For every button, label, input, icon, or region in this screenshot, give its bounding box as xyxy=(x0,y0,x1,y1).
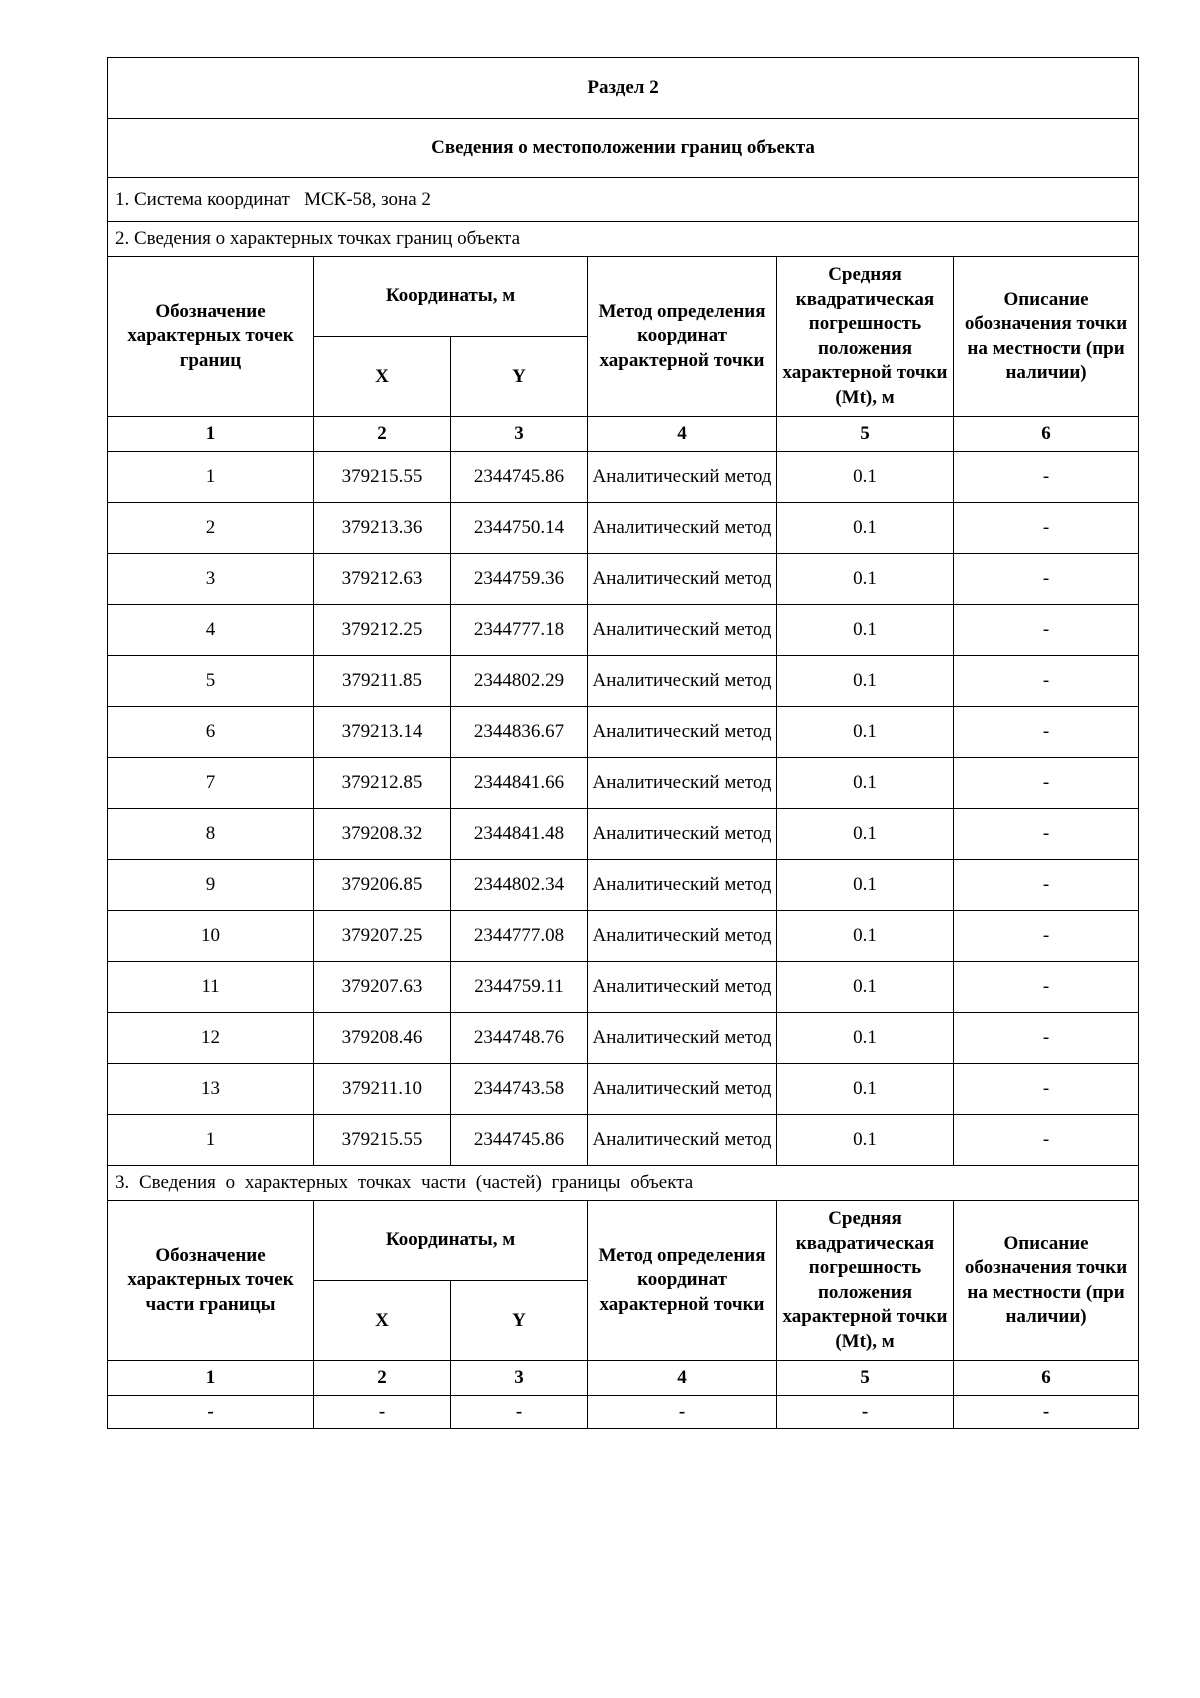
col-number: 3 xyxy=(451,1361,588,1396)
header-description: Описание обозначения точки на местности (при наличии) xyxy=(954,1201,1139,1361)
col-number: 2 xyxy=(314,417,451,452)
col-number: 5 xyxy=(777,1361,954,1396)
method-value: Аналитический метод xyxy=(588,605,777,656)
header-point: Обозначение характерных точек границ xyxy=(108,257,314,417)
method-value: Аналитический метод xyxy=(588,911,777,962)
header-method: Метод определения координат характерной точки xyxy=(588,1201,777,1361)
y-value: 2344841.66 xyxy=(451,758,588,809)
y-value: 2344841.48 xyxy=(451,809,588,860)
empty-cell: - xyxy=(777,1396,954,1429)
error-value: 0.1 xyxy=(777,911,954,962)
description-value: - xyxy=(954,503,1139,554)
method-value: Аналитический метод xyxy=(588,707,777,758)
point-label: 8 xyxy=(108,809,314,860)
y-value: 2344748.76 xyxy=(451,1013,588,1064)
section-title: Раздел 2 xyxy=(108,58,1139,119)
method-value: Аналитический метод xyxy=(588,656,777,707)
description-value: - xyxy=(954,707,1139,758)
method-value: Аналитический метод xyxy=(588,809,777,860)
point-label: 4 xyxy=(108,605,314,656)
x-value: 379212.85 xyxy=(314,758,451,809)
empty-cell: - xyxy=(314,1396,451,1429)
col-number: 4 xyxy=(588,417,777,452)
description-value: - xyxy=(954,758,1139,809)
part3-title: 3. Сведения о характерных точках части (частей) границы объекта xyxy=(108,1166,1139,1201)
description-value: - xyxy=(954,605,1139,656)
description-value: - xyxy=(954,911,1139,962)
y-value: 2344777.18 xyxy=(451,605,588,656)
error-value: 0.1 xyxy=(777,860,954,911)
error-value: 0.1 xyxy=(777,962,954,1013)
header-x: X xyxy=(314,1281,451,1361)
error-value: 0.1 xyxy=(777,1115,954,1166)
table-row xyxy=(108,554,1139,605)
point-label: 9 xyxy=(108,860,314,911)
table-row xyxy=(108,911,1139,962)
point-label: 5 xyxy=(108,656,314,707)
part3-empty-row xyxy=(108,1396,1139,1429)
col-number: 1 xyxy=(108,417,314,452)
empty-cell: - xyxy=(954,1396,1139,1429)
error-value: 0.1 xyxy=(777,554,954,605)
header-y: Y xyxy=(451,337,588,417)
header-coords: Координаты, м xyxy=(314,1201,588,1281)
error-value: 0.1 xyxy=(777,707,954,758)
y-value: 2344750.14 xyxy=(451,503,588,554)
table-row xyxy=(108,809,1139,860)
section-subtitle: Сведения о местоположении границ объекта xyxy=(108,119,1139,178)
description-value: - xyxy=(954,656,1139,707)
empty-cell: - xyxy=(588,1396,777,1429)
error-value: 0.1 xyxy=(777,758,954,809)
x-value: 379208.46 xyxy=(314,1013,451,1064)
coordinate-system-label: 1. Система координат МСК-58, зона 2 xyxy=(108,178,1139,222)
point-label: 10 xyxy=(108,911,314,962)
col-number: 4 xyxy=(588,1361,777,1396)
table-row xyxy=(108,1115,1139,1166)
method-value: Аналитический метод xyxy=(588,503,777,554)
description-value: - xyxy=(954,554,1139,605)
point-label: 2 xyxy=(108,503,314,554)
error-value: 0.1 xyxy=(777,1064,954,1115)
x-value: 379215.55 xyxy=(314,1115,451,1166)
x-value: 379211.10 xyxy=(314,1064,451,1115)
col-number: 1 xyxy=(108,1361,314,1396)
error-value: 0.1 xyxy=(777,656,954,707)
description-value: - xyxy=(954,860,1139,911)
method-value: Аналитический метод xyxy=(588,452,777,503)
description-value: - xyxy=(954,1115,1139,1166)
y-value: 2344743.58 xyxy=(451,1064,588,1115)
x-value: 379206.85 xyxy=(314,860,451,911)
x-value: 379207.25 xyxy=(314,911,451,962)
point-label: 1 xyxy=(108,1115,314,1166)
point-label: 1 xyxy=(108,452,314,503)
method-value: Аналитический метод xyxy=(588,962,777,1013)
y-value: 2344802.29 xyxy=(451,656,588,707)
y-value: 2344836.67 xyxy=(451,707,588,758)
table-row xyxy=(108,860,1139,911)
col-number: 6 xyxy=(954,417,1139,452)
header-description: Описание обозначения точки на местности (при наличии) xyxy=(954,257,1139,417)
error-value: 0.1 xyxy=(777,809,954,860)
table-row xyxy=(108,1013,1139,1064)
y-value: 2344802.34 xyxy=(451,860,588,911)
table-row xyxy=(108,656,1139,707)
x-value: 379213.36 xyxy=(314,503,451,554)
point-label: 6 xyxy=(108,707,314,758)
error-value: 0.1 xyxy=(777,503,954,554)
x-value: 379208.32 xyxy=(314,809,451,860)
x-value: 379212.63 xyxy=(314,554,451,605)
point-label: 3 xyxy=(108,554,314,605)
description-value: - xyxy=(954,452,1139,503)
y-value: 2344759.11 xyxy=(451,962,588,1013)
header-coords: Координаты, м xyxy=(314,257,588,337)
col-number: 6 xyxy=(954,1361,1139,1396)
empty-cell: - xyxy=(451,1396,588,1429)
point-label: 7 xyxy=(108,758,314,809)
description-value: - xyxy=(954,962,1139,1013)
method-value: Аналитический метод xyxy=(588,1064,777,1115)
table-row xyxy=(108,605,1139,656)
method-value: Аналитический метод xyxy=(588,1115,777,1166)
method-value: Аналитический метод xyxy=(588,554,777,605)
method-value: Аналитический метод xyxy=(588,1013,777,1064)
header-method: Метод определения координат характерной точки xyxy=(588,257,777,417)
header-point-part: Обозначение характерных точек части границы xyxy=(108,1201,314,1361)
x-value: 379207.63 xyxy=(314,962,451,1013)
y-value: 2344759.36 xyxy=(451,554,588,605)
method-value: Аналитический метод xyxy=(588,758,777,809)
description-value: - xyxy=(954,1064,1139,1115)
x-value: 379212.25 xyxy=(314,605,451,656)
section-2-table xyxy=(107,57,1139,1429)
header-error: Средняя квадратическая погрешность положения характерной точки (Mt), м xyxy=(777,1201,954,1361)
x-value: 379215.55 xyxy=(314,452,451,503)
table-row xyxy=(108,452,1139,503)
method-value: Аналитический метод xyxy=(588,860,777,911)
description-value: - xyxy=(954,1013,1139,1064)
empty-cell: - xyxy=(108,1396,314,1429)
table-row xyxy=(108,503,1139,554)
col-number: 2 xyxy=(314,1361,451,1396)
y-value: 2344777.08 xyxy=(451,911,588,962)
y-value: 2344745.86 xyxy=(451,1115,588,1166)
x-value: 379213.14 xyxy=(314,707,451,758)
point-label: 13 xyxy=(108,1064,314,1115)
col-number: 5 xyxy=(777,417,954,452)
header-error: Средняя квадратическая погрешность положения характерной точки (Mt), м xyxy=(777,257,954,417)
x-value: 379211.85 xyxy=(314,656,451,707)
error-value: 0.1 xyxy=(777,452,954,503)
error-value: 0.1 xyxy=(777,605,954,656)
column-numbers-row xyxy=(108,417,1139,452)
header-x: X xyxy=(314,337,451,417)
col-number: 3 xyxy=(451,417,588,452)
table-row xyxy=(108,1064,1139,1115)
table-row xyxy=(108,707,1139,758)
part2-title: 2. Сведения о характерных точках границ объекта xyxy=(108,222,1139,257)
column-numbers-row xyxy=(108,1361,1139,1396)
y-value: 2344745.86 xyxy=(451,452,588,503)
description-value: - xyxy=(954,809,1139,860)
table-row xyxy=(108,758,1139,809)
header-y: Y xyxy=(451,1281,588,1361)
error-value: 0.1 xyxy=(777,1013,954,1064)
table-row xyxy=(108,962,1139,1013)
point-label: 11 xyxy=(108,962,314,1013)
point-label: 12 xyxy=(108,1013,314,1064)
